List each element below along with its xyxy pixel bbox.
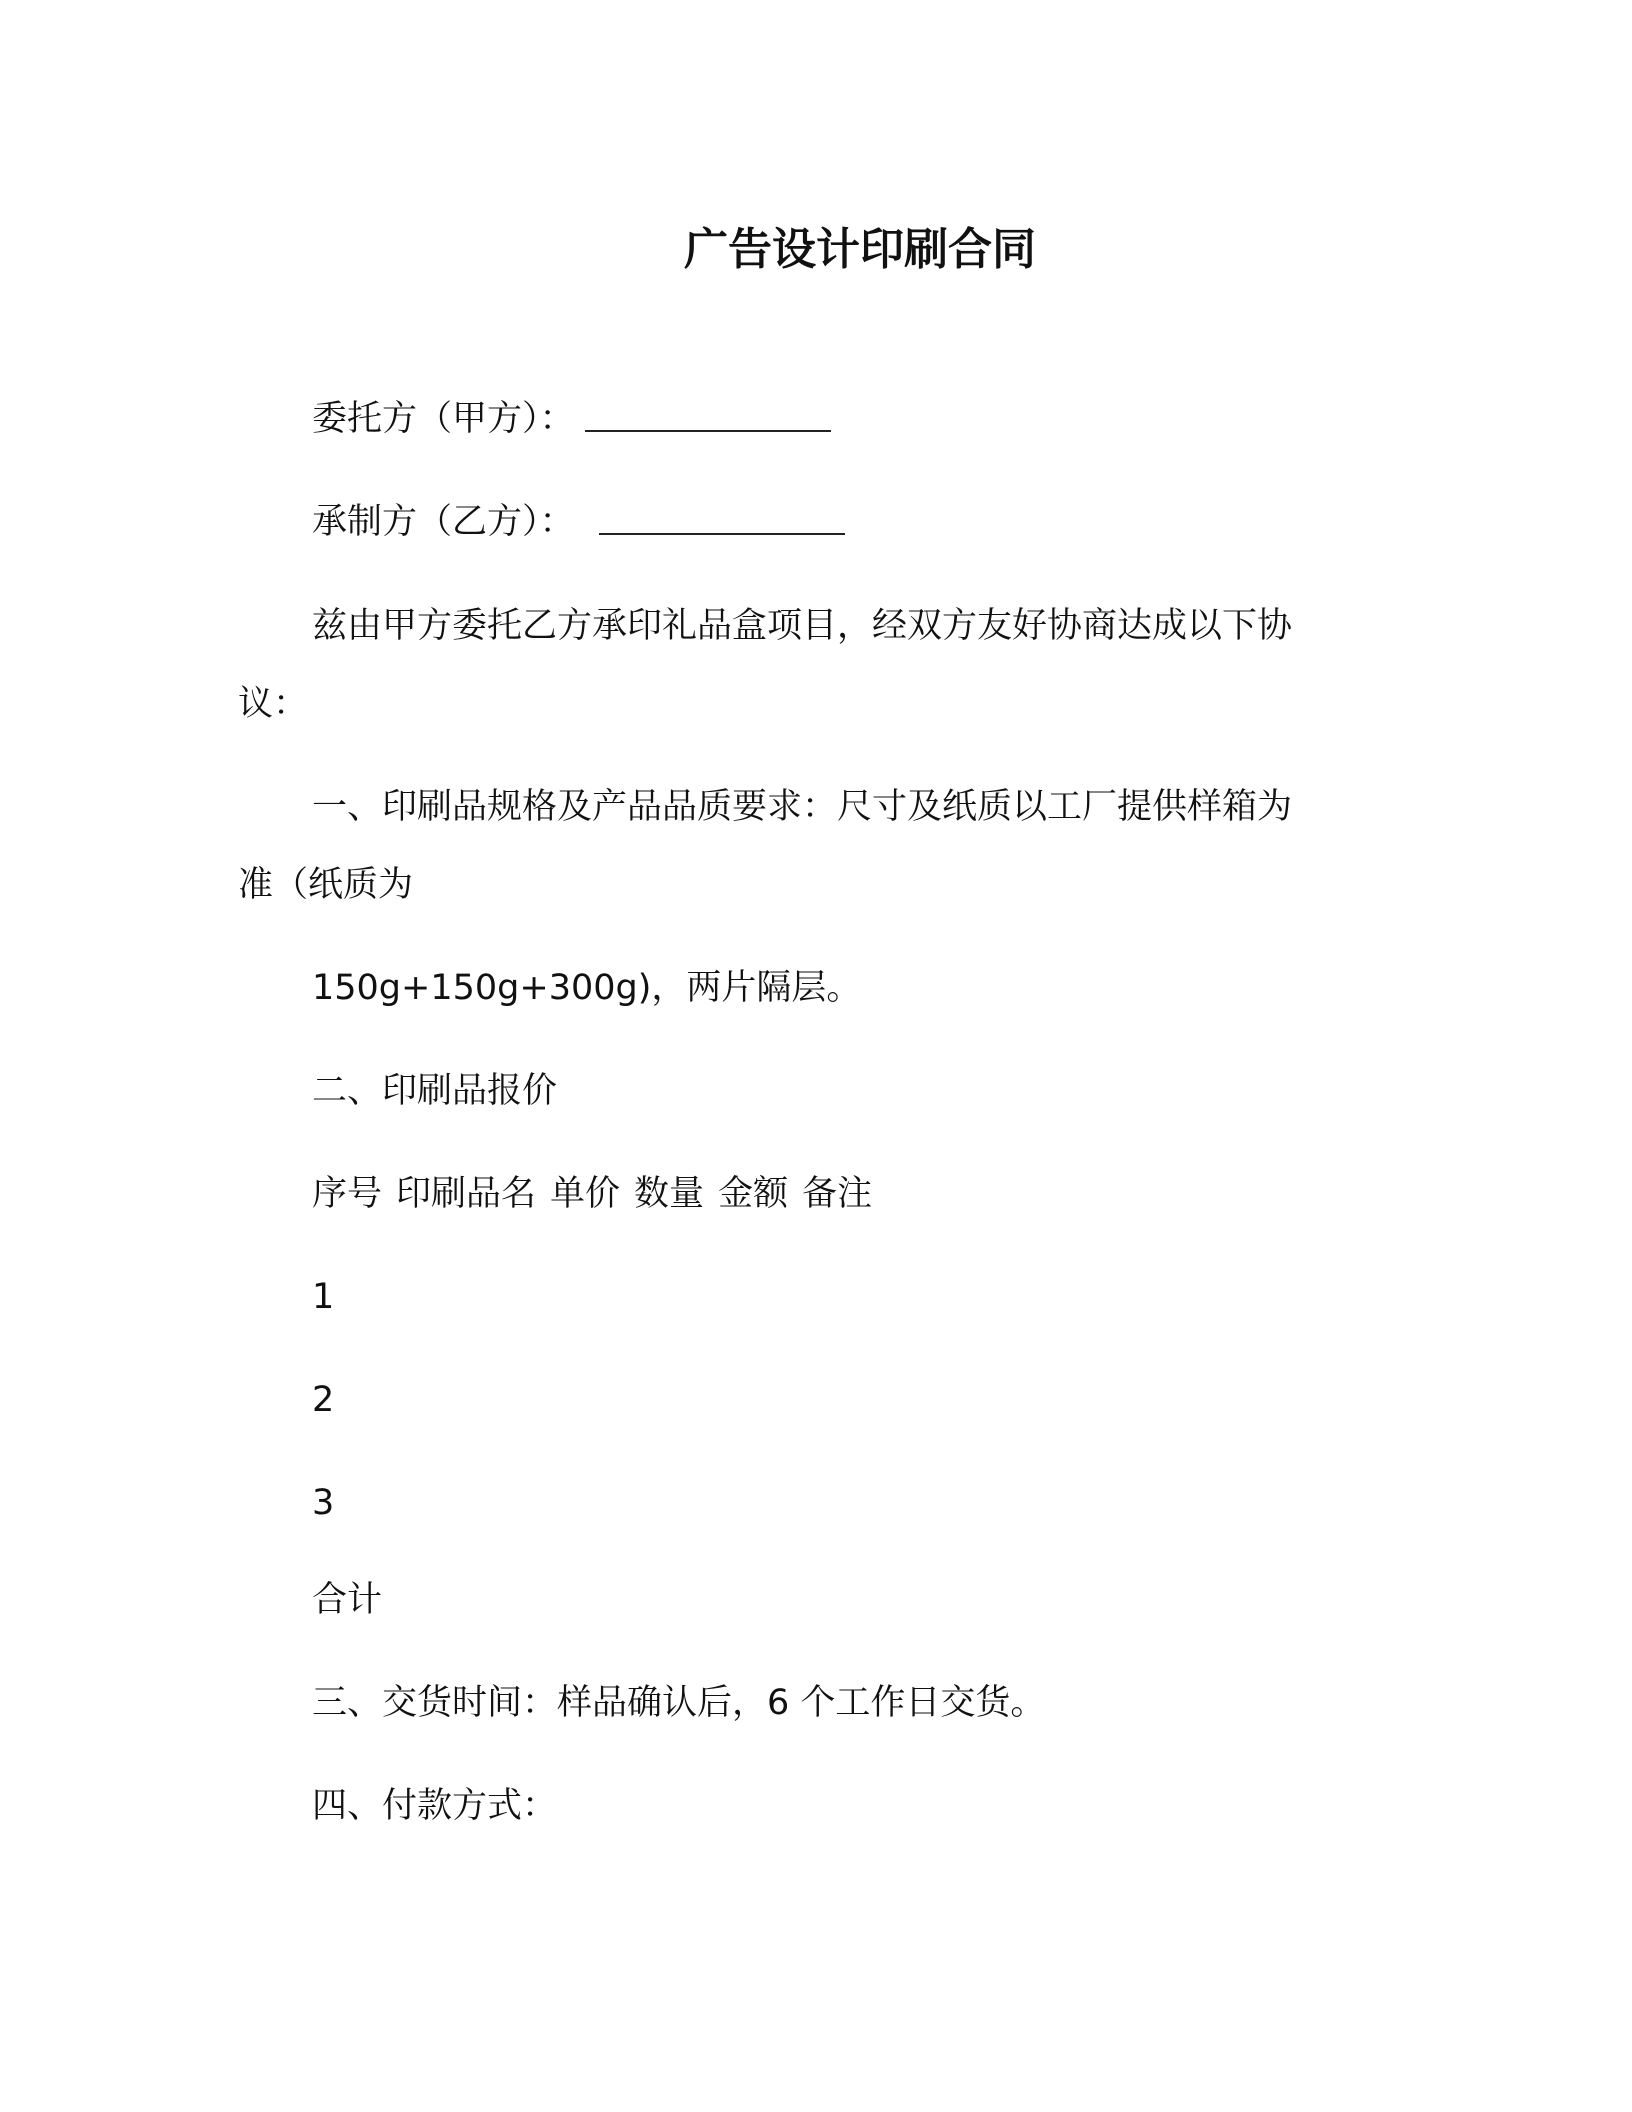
- col-header-amount: 金额: [718, 1174, 789, 1214]
- party-b-label: 承制方（乙方）：: [312, 502, 575, 542]
- party-a-blank: [585, 396, 831, 432]
- col-header-remark: 备注: [802, 1174, 873, 1214]
- section4-payment: 四、付款方式：: [312, 1786, 558, 1826]
- section2-title: 二、印刷品报价: [312, 1071, 558, 1111]
- section1-line-2: 准（纸质为: [238, 865, 414, 905]
- col-header-quantity: 数量: [634, 1174, 705, 1214]
- col-header-unit-price: 单价: [550, 1174, 621, 1214]
- party-a-label: 委托方（甲方）：: [312, 399, 575, 439]
- table-total-label: 合计: [312, 1580, 383, 1620]
- party-a-line: [312, 396, 831, 442]
- table-row: 1: [312, 1277, 335, 1317]
- party-b-line: [312, 499, 845, 545]
- document-title: 广告设计印刷合同: [684, 224, 1036, 275]
- section1-line-1: 一、印刷品规格及产品品质要求：尺寸及纸质以工厂提供样箱为: [312, 787, 1293, 827]
- table-row: 2: [312, 1380, 335, 1420]
- col-header-index: 序号: [312, 1174, 383, 1214]
- party-b-blank: [599, 499, 845, 535]
- table-row: 3: [312, 1483, 335, 1523]
- col-header-item: 印刷品名: [396, 1174, 537, 1214]
- section3-delivery: 三、交货时间：样品确认后，6 个工作日交货。: [312, 1683, 1046, 1723]
- section1-line-3: 150g+150g+300g)，两片隔层。: [312, 968, 862, 1008]
- intro-line-2: 议：: [238, 684, 309, 724]
- price-table-header: [312, 1171, 872, 1217]
- intro-line-1: 兹由甲方委托乙方承印礼品盒项目，经双方友好协商达成以下协: [312, 606, 1293, 646]
